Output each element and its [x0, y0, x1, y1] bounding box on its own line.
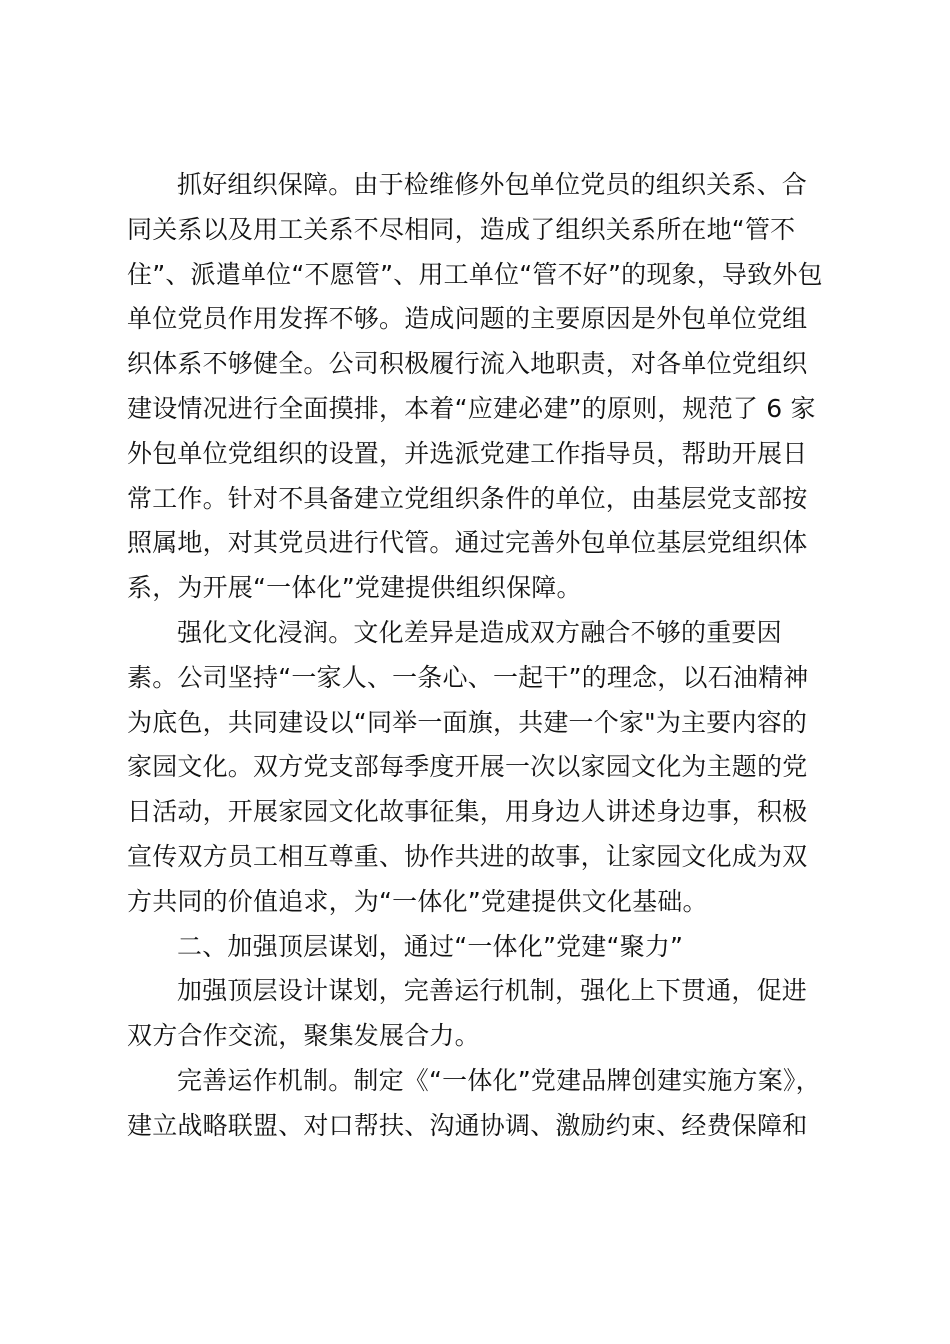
- text-line: 抓好组织保障。由于检维修外包单位党员的组织关系、合: [177, 170, 808, 199]
- text-line: 强化文化浸润。文化差异是造成双方融合不够的重要因: [177, 617, 782, 647]
- text-line: 完善运作机制。制定《“一体化”党建品牌创建实施方案》，: [177, 1065, 821, 1095]
- text-line: 为底色，共同建设以“同举一面旗，共建一个家"为主要内容的: [127, 707, 808, 737]
- text-line: 双方合作交流，聚集发展合力。: [127, 1021, 480, 1051]
- text-line: 建立战略联盟、对口帮扶、沟通协调、激励约束、经费保障和: [127, 1110, 808, 1140]
- text-line: 外包单位党组织的设置，并选派党建工作指导员，帮助开展日: [127, 438, 808, 468]
- text-line: 织体系不够健全。公司积极履行流入地职责，对各单位党组织: [127, 349, 808, 379]
- text-line: 单位党员作用发挥不够。造成问题的主要原因是外包单位党组: [127, 304, 808, 334]
- text-line: 同关系以及用工关系不尽相同，造成了组织关系所在地“管不: [127, 214, 796, 244]
- text-line: 宣传双方员工相互尊重、协作共进的故事，让家园文化成为双: [127, 841, 808, 871]
- text-line: 二、加强顶层谋划，通过“一体化”党建“聚力”: [177, 931, 684, 961]
- text-line: 住”、派遣单位“不愿管”、用工单位“管不好”的现象，导致外包: [127, 259, 823, 289]
- text-line: 加强顶层设计谋划，完善运行机制，强化上下贯通，促进: [177, 976, 808, 1006]
- text-line: 系，为开展“一体化”党建提供组织保障。: [127, 573, 582, 603]
- text-line: 常工作。针对不具备建立党组织条件的单位，由基层党支部按: [127, 483, 808, 513]
- text-line: 日活动，开展家园文化故事征集，用身边人讲述身边事，积极: [127, 797, 808, 827]
- text-line: 家园文化。双方党支部每季度开展一次以家园文化为主题的党: [127, 752, 808, 782]
- body-text: [127, 163, 832, 1149]
- text-line: 照属地，对其党员进行代管。通过完善外包单位基层党组织体: [127, 528, 808, 558]
- text-line: 方共同的价值追求，为“一体化”党建提供文化基础。: [127, 886, 708, 916]
- text-line: 素。公司坚持“一家人、一条心、一起干”的理念，以石油精神: [127, 662, 809, 692]
- text-line: 建设情况进行全面摸排，本着“应建必建”的原则，规范了 6 家: [127, 393, 816, 423]
